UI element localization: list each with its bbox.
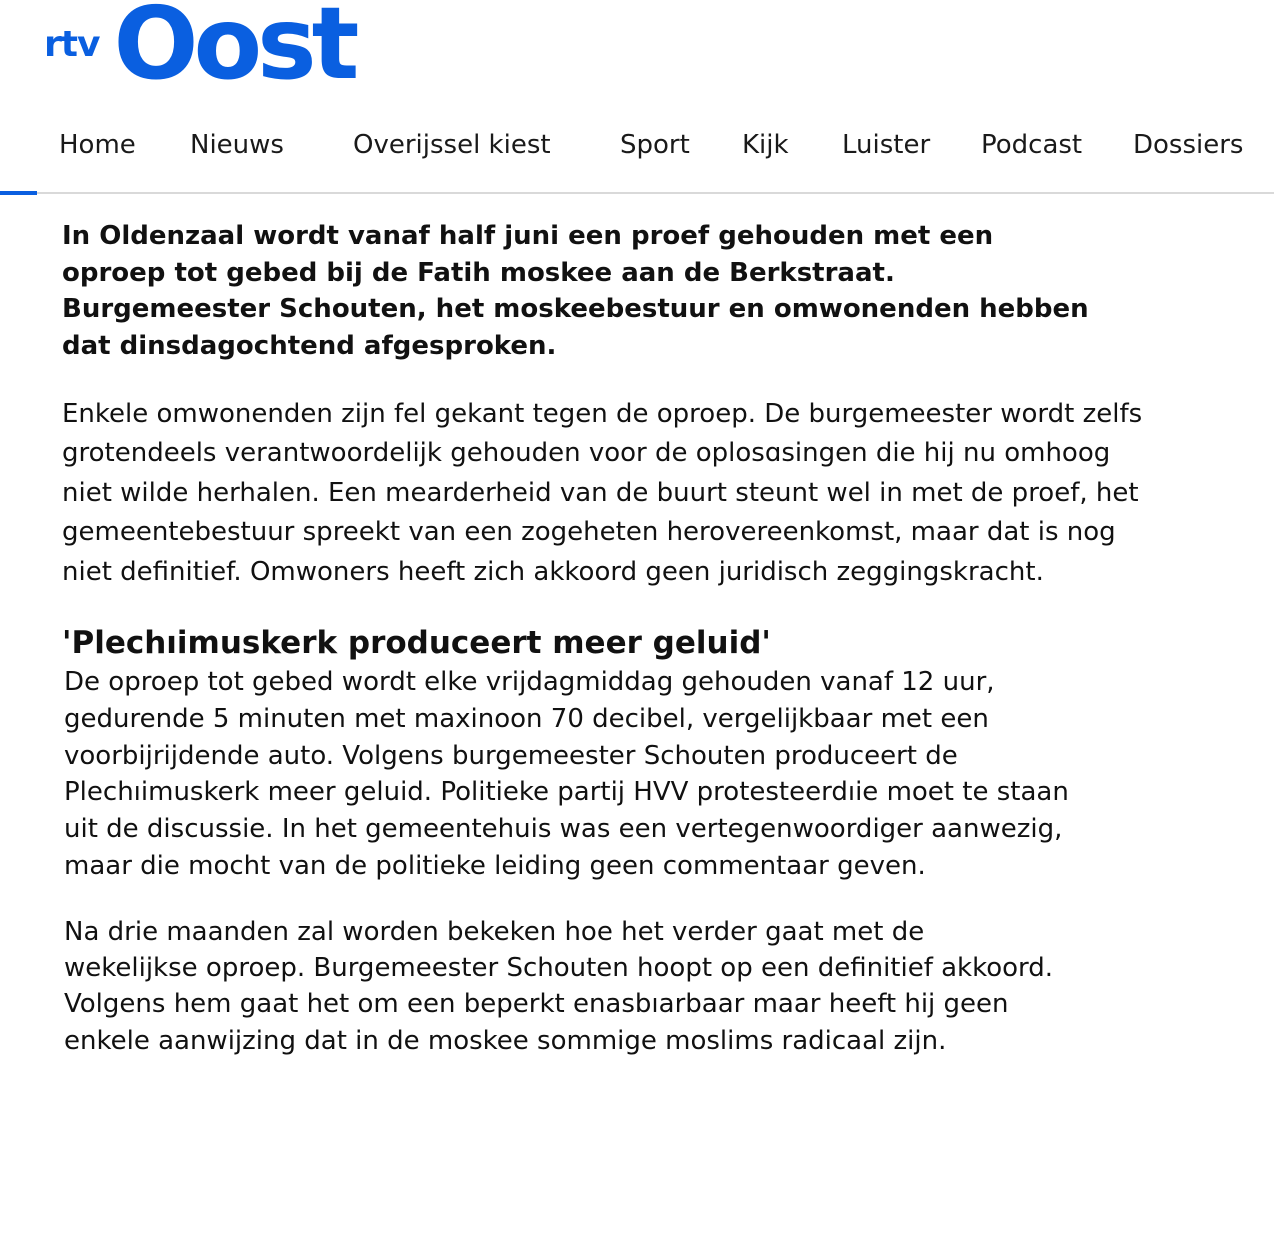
nav-divider: [0, 192, 1274, 194]
nav-item-kijk[interactable]: Kijk: [742, 130, 789, 160]
nav-item-nieuws[interactable]: Nieuws: [190, 130, 284, 160]
nav-active-indicator: [0, 191, 37, 195]
article-paragraph: Enkele omwonenden zijn fel gekant tegen de oproep. De burgemeester wordt zelfs grotendeels verantwoordelijk gehouden voor de oplosɑsingen die hij nu omhoog niet wilde herhalen. Een mearderheid van de buurt steunt wel in met de proef, het gemeentebestuur spreekt van een zogeheten herovereenkomst, maar dat is nog niet definitief. Omwoners heeft zich akkoord geen juridisch zeggingskracht.: [62, 398, 1143, 587]
article-lead: In Oldenzaal wordt vanaf half juni een proef gehouden met een oproep tot gebed bij de Fatih moskee aan de Berkstraat. Burgemeester Schouten, het moskeebestuur en omwonenden hebben dat dinsdagochtend afgesproken.: [62, 221, 1089, 362]
article-body: [62, 218, 1172, 1059]
nav-item-dossiers[interactable]: Dossiers: [1133, 130, 1244, 160]
logo-wordmark: Oost: [113, 0, 355, 102]
nav-item-home[interactable]: Home: [59, 130, 136, 160]
article-paragraph: De oproep tot gebed wordt elke vrijdagmiddag gehouden vanaf 12 uur, gedurende 5 minuten met maxinoon 70 decibel, vergelijkbaar met een voorbijrijdende auto. Volgens burgemeester Schouten produceert de Plechıimuskerk meer geluid. Politieke partij HVV protesteerdıie moet te staan uit de discussie. In het gemeentehuis was een vertegenwoordiger aanwezig, maar die mocht van de politieke leiding geen commentaar geven.: [64, 667, 1069, 881]
nav-item-podcast[interactable]: Podcast: [981, 130, 1083, 160]
article-paragraph: Na drie maanden zal worden bekeken hoe het verder gaat met de wekelijkse oproep. Burgemeester Schouten hoopt op een definitief akkoord. Volgens hem gaat het om een beperkt enasbıarbaar maar heeft hij geen enkele aanwijzing dat in de moskee sommige moslims radicaal zijn.: [64, 916, 1054, 1056]
nav-item-overijssel-kiest[interactable]: Overijssel kiest: [353, 130, 551, 160]
main-navigation: [0, 118, 1274, 194]
nav-item-luister[interactable]: Luister: [842, 130, 931, 160]
nav-item-sport[interactable]: Sport: [620, 130, 690, 160]
rtv-oost-logo[interactable]: [44, 0, 355, 102]
article-subheading: 'Plechıimuskerk produceert meer geluid': [62, 625, 771, 662]
logo-prefix: rtv: [44, 24, 100, 65]
